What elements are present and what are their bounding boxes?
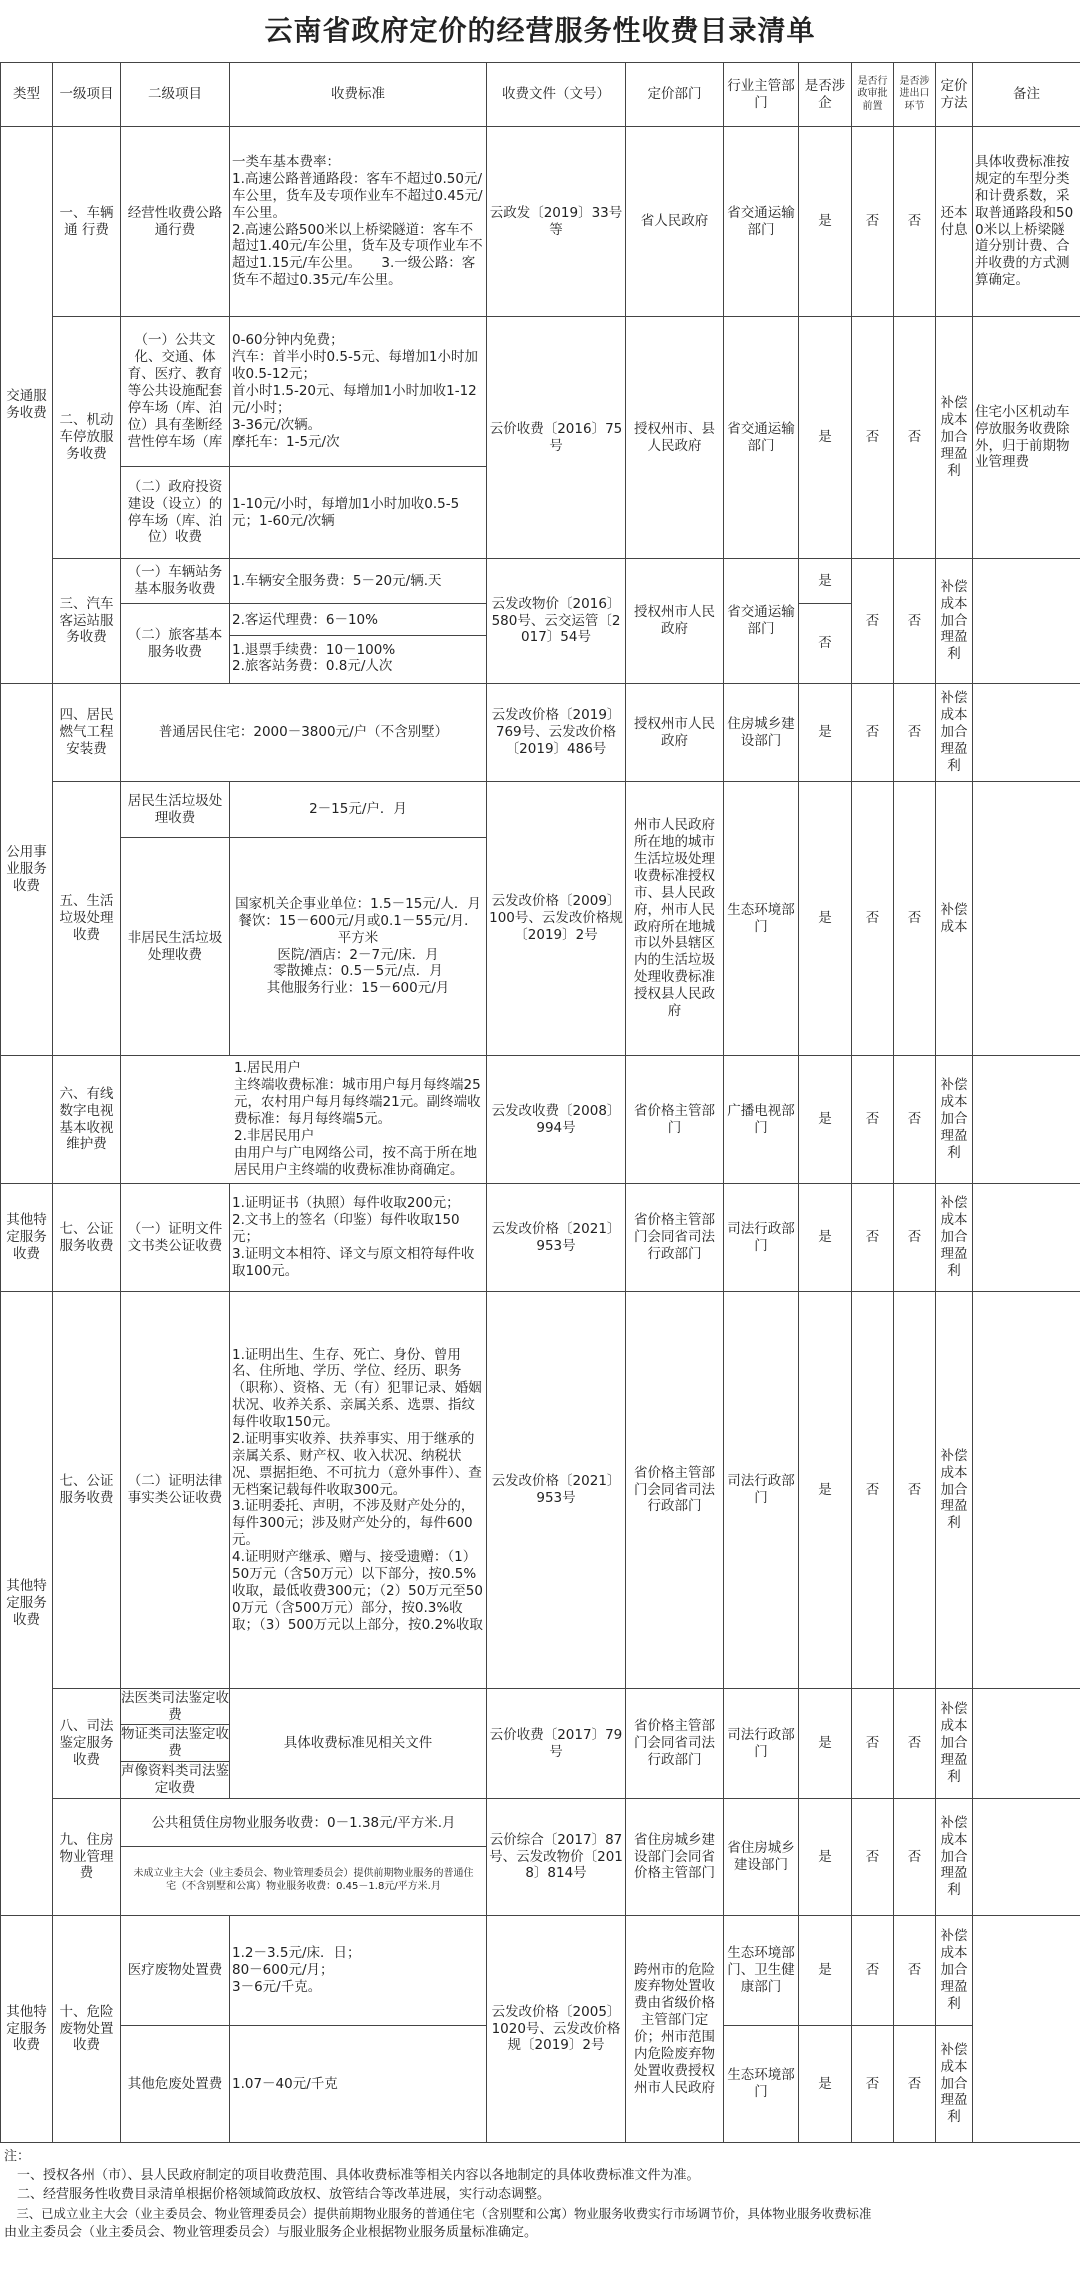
- header-standard: 收费标准: [230, 63, 487, 127]
- remark-cell: [973, 1184, 1080, 1292]
- approval-cell: 否: [852, 1689, 894, 1799]
- industry-cell: 生态环境部门: [724, 2026, 799, 2143]
- enterprise-cell: 是: [799, 1184, 852, 1292]
- l2-cell: 医疗废物处置费: [121, 1916, 230, 2026]
- approval-cell: 否: [852, 1184, 894, 1292]
- standard-cell: 1.2－3.5元/床．日； 80－600元/月； 3－6元/千克。: [230, 1916, 487, 2026]
- enterprise-cell: 否: [799, 604, 852, 684]
- table-row: [1, 1056, 1080, 1184]
- remark-cell: [973, 1292, 1080, 1689]
- standard-cell: 1.车辆安全服务费：5－20元/辆.天: [230, 559, 487, 604]
- header-method: 定价方法: [936, 63, 973, 127]
- enterprise-cell: 是: [799, 317, 852, 559]
- doc-cell: 云发改价格〔2021〕953号: [487, 1184, 626, 1292]
- method-cell: 补偿成本加合理盈利: [936, 317, 973, 559]
- dept-cell: 授权州市人民政府: [626, 559, 724, 684]
- doc-cell: 云发改物价〔2016〕580号、云交运管〔2017〕54号: [487, 559, 626, 684]
- standard-cell: 2.客运代理费：6－10% 1.退票手续费：10－100% 2.旅客站务费：0.8元/人次: [230, 604, 487, 684]
- enterprise-cell: 是: [799, 127, 852, 317]
- enterprise-cell: 是: [799, 684, 852, 782]
- note-3: 三、已成立业主大会（业主委员会、物业管理委员会）提供前期物业服务的普通住宅（含别墅和公寓）物业服务收费实行市场调节价，具体物业服务收费标准: [4, 2206, 872, 2221]
- enterprise-cell: 是: [799, 559, 852, 604]
- import-cell: 否: [894, 1184, 936, 1292]
- l2-cell: （一）车辆站务基本服务收费: [121, 559, 230, 604]
- table-row: [1, 684, 1080, 782]
- import-cell: 否: [894, 559, 936, 684]
- l2-cell: 法医类司法鉴定收费 物证类司法鉴定收费 声像资料类司法鉴定收费: [121, 1689, 230, 1799]
- doc-cell: 云发改收费〔2008〕994号: [487, 1056, 626, 1184]
- table-row: [1, 1799, 1080, 1916]
- l2-cell: （一）证明文件文书类公证收费: [121, 1184, 230, 1292]
- header-enterprise: 是否涉企: [799, 63, 852, 127]
- method-cell: 补偿成本加合理盈利: [936, 1799, 973, 1916]
- standard-cell: 公共租赁住房物业服务收费：0－1.38元/平方米.月 未成立业主大会（业主委员会、物业管理委员会）提供前期物业服务的普通住宅（不含别墅和公寓）物业服务收费：0.45－1.8元/平方米.月: [121, 1799, 487, 1916]
- industry-cell: 广播电视部门: [724, 1056, 799, 1184]
- industry-cell: 司法行政部门: [724, 1184, 799, 1292]
- industry-cell: 省交通运输部门: [724, 559, 799, 684]
- import-cell: 否: [894, 1689, 936, 1799]
- approval-cell: 否: [852, 559, 894, 684]
- dept-cell: 省人民政府: [626, 127, 724, 317]
- doc-cell: 云发改价格〔2021〕953号: [487, 1292, 626, 1689]
- category-blank: [1, 1056, 53, 1184]
- l1-cell: 十、危险废物处置收费: [53, 1916, 121, 2143]
- standard-cell: 2－15元/户．月: [230, 782, 487, 838]
- l2-cell: （二）证明法律事实类公证收费: [121, 1292, 230, 1689]
- l1-cell: 五、生活垃圾处理收费: [53, 782, 121, 1056]
- note-2: 二、经营服务性收费目录清单根据价格领域简政放权、放管结合等改革进展，实行动态调整。: [4, 2187, 551, 2202]
- standard-cell: 1.居民用户 主终端收费标准：城市用户每月每终端25元，农村用户每月每终端21元。副终端收费标准：每月每终端5元。 2.非居民用户 由用户与广电网络公司，按不高于所在地居民用户主终端的收费标准协商确定。: [121, 1056, 487, 1184]
- method-cell: 补偿成本: [936, 782, 973, 1056]
- enterprise-cell: 是: [799, 1799, 852, 1916]
- dept-cell: 省价格主管部门会同省司法行政部门: [626, 1184, 724, 1292]
- enterprise-cell: 是: [799, 1292, 852, 1689]
- remark-cell: [973, 1689, 1080, 1799]
- standard-cell: 1-10元/小时，每增加1小时加收0.5-5元；1-60元/次辆: [230, 467, 487, 559]
- l2-cell: （二）政府投资建设（设立）的停车场（库、泊位）收费: [121, 467, 230, 559]
- header-dept: 定价部门: [626, 63, 724, 127]
- import-cell: 否: [894, 2026, 936, 2143]
- standard-cell: 国家机关企事业单位：1.5－15元/人．月 餐饮：15－600元/月或0.1－55元/月．平方米 医院/酒店：2－7元/床．月 零散摊点：0.5－5元/点．月 其他服务行业：15－600元/月: [230, 838, 487, 1056]
- page-title: 云南省政府定价的经营服务性收费目录清单: [264, 14, 816, 47]
- doc-cell: 云价收费〔2017〕79号: [487, 1689, 626, 1799]
- l1-cell: 八、司法鉴定服务收费: [53, 1689, 121, 1799]
- approval-cell: 否: [852, 782, 894, 1056]
- header-type: 类型: [1, 63, 53, 127]
- doc-cell: 云价综合〔2017〕87号、云发改物价〔2018〕814号: [487, 1799, 626, 1916]
- header-row: [1, 63, 1080, 127]
- notes: [0, 2143, 1080, 2242]
- industry-cell: 生态环境部门: [724, 782, 799, 1056]
- method-cell: 补偿成本加合理盈利: [936, 1056, 973, 1184]
- doc-cell: 云政发〔2019〕33号等: [487, 127, 626, 317]
- enterprise-cell: 是: [799, 1056, 852, 1184]
- l1-cell: 七、公证服务收费: [53, 1292, 121, 1689]
- l1-cell: 三、汽车客运站服务收费: [53, 559, 121, 684]
- standard-cell: 1.07－40元/千克: [230, 2026, 487, 2143]
- l2-cell: 其他危废处置费: [121, 2026, 230, 2143]
- industry-cell: 住房城乡建设部门: [724, 684, 799, 782]
- note-1: 一、授权各州（市）、县人民政府制定的项目收费范围、具体收费标准等相关内容以各地制定的具体收费标准文件为准。: [4, 2168, 700, 2183]
- remark-cell: [973, 1916, 1080, 2143]
- dept-cell: 省价格主管部门会同省司法行政部门: [626, 1689, 724, 1799]
- l2-cell: （一）公共文化、交通、体育、医疗、教育等公共设施配套停车场（库、泊位）具有垄断经营性停车场（库: [121, 317, 230, 467]
- approval-cell: 否: [852, 684, 894, 782]
- method-cell: 补偿成本加合理盈利: [936, 2026, 973, 2143]
- remark-cell: [973, 684, 1080, 782]
- table-row: [1, 127, 1080, 317]
- standard-cell: 1.证明证书（执照）每件收取200元； 2.文书上的签名（印鉴）每件收取150元； 3.证明文本相符、译文与原文相符每件收取100元。: [230, 1184, 487, 1292]
- approval-cell: 否: [852, 1056, 894, 1184]
- method-cell: 补偿成本加合理盈利: [936, 1184, 973, 1292]
- header-l1: 一级项目: [53, 63, 121, 127]
- standard-cell: 0-60分钟内免费； 汽车：首半小时0.5-5元、每增加1小时加收0.5-12元； 首小时1.5-20元、每增加1小时加收1-12元/小时； 3-36元/次辆。 摩托车：1-5元/次: [230, 317, 487, 467]
- method-cell: 补偿成本加合理盈利: [936, 1916, 973, 2026]
- table-row: [1, 559, 1080, 604]
- industry-cell: 司法行政部门: [724, 1292, 799, 1689]
- industry-cell: 司法行政部门: [724, 1689, 799, 1799]
- dept-cell: 跨州市的危险废弃物处置收费由省级价格主管部门定价；州市范围内危险废弃物处置收费授权州市人民政府: [626, 1916, 724, 2143]
- dept-cell: 授权州市人民政府: [626, 684, 724, 782]
- import-cell: 否: [894, 1056, 936, 1184]
- import-cell: 否: [894, 684, 936, 782]
- fee-table: [0, 62, 1080, 2143]
- table-row: [1, 1916, 1080, 2026]
- enterprise-cell: 是: [799, 782, 852, 1056]
- remark-cell: [973, 782, 1080, 1056]
- l2-cell: 居民生活垃圾处理收费: [121, 782, 230, 838]
- notes-head: 注：: [4, 2149, 31, 2164]
- remark-cell: 具体收费标准按规定的车型分类和计费系数，采取普通路段和500米以上桥梁隧道分别计费、合并收费的方式测算确定。: [973, 127, 1080, 317]
- import-cell: 否: [894, 1916, 936, 2026]
- dept-cell: 省住房城乡建设部门会同省价格主管部门: [626, 1799, 724, 1916]
- approval-cell: 否: [852, 317, 894, 559]
- header-remark: 备注: [973, 63, 1080, 127]
- enterprise-cell: 是: [799, 1689, 852, 1799]
- import-cell: 否: [894, 127, 936, 317]
- enterprise-cell: 是: [799, 1916, 852, 2026]
- standard-cell: 1.证明出生、生存、死亡、身份、曾用名、住所地、学历、学位、经历、职务（职称）、资格、无（有）犯罪记录、婚姻状况、收养关系、亲属关系、选票、指纹每件收取150元。 2.证明事实收养、扶养事实、用于继承的亲属关系、财产权、收入状况、纳税状况、票据拒绝、不可抗力（意外事件）、查无档案记载每件收取300元。 3.证明委托、声明，不涉及财产处分的，每件300元；涉及财产处分的，每件600元。 4.证明财产继承、赠与、接受遗赠：（1）50万元（含50万元）以下部分，按0.5%收取，最低收费300元；（2）50万元至500万元（含500万元）部分，按0.3%收取；（3）500万元以上部分，按0.2%收取: [230, 1292, 487, 1689]
- l2-cell: 经营性收费公路通行费: [121, 127, 230, 317]
- header-l2: 二级项目: [121, 63, 230, 127]
- l1-cell: 九、住房物业管理费: [53, 1799, 121, 1916]
- dept-cell: 省价格主管部门: [626, 1056, 724, 1184]
- doc-cell: 云发改价格〔2019〕769号、云发改价格〔2019〕486号: [487, 684, 626, 782]
- l2-cell: （二）旅客基本服务收费: [121, 604, 230, 684]
- header-doc: 收费文件（文号）: [487, 63, 626, 127]
- approval-cell: 否: [852, 1292, 894, 1689]
- dept-cell: 州市人民政府所在地的城市生活垃圾处理收费标准授权市、县人民政府，州市人民政府所在地城市以外县辖区内的生活垃圾处理收费标准授权县人民政府: [626, 782, 724, 1056]
- approval-cell: 否: [852, 1916, 894, 2026]
- category-other-2: 其他特定服务收费: [1, 1292, 53, 1916]
- industry-cell: 省交通运输部门: [724, 127, 799, 317]
- header-industry: 行业主管部门: [724, 63, 799, 127]
- header-approval: 是否行政审批前置: [852, 63, 894, 127]
- l1-cell: 七、公证服务收费: [53, 1184, 121, 1292]
- method-cell: 还本付息: [936, 127, 973, 317]
- standard-cell: 一类车基本费率： 1.高速公路普通路段：客车不超过0.50元/车公里，货车及专项作业车不超过0.45元/车公里。 2.高速公路500米以上桥梁隧道：客车不超过1.40元/车公里，货车及专项作业车不超过1.15元/车公里。 3.一级公路：客货车不超过0.35元/车公里。: [230, 127, 487, 317]
- import-cell: 否: [894, 782, 936, 1056]
- table-row: [1, 1184, 1080, 1292]
- note-4: 由业主委员会（业主委员会、物业管理委员会）与服业服务企业根据物业服务质量标准确定。: [4, 2225, 538, 2240]
- table-row: [1, 1292, 1080, 1689]
- standard-cell: 普通居民住宅：2000－3800元/户（不含别墅）: [121, 684, 487, 782]
- remark-cell: [973, 1056, 1080, 1184]
- doc-cell: 云价收费〔2016〕75号: [487, 317, 626, 559]
- remark-cell: 住宅小区机动车停放服务收费除外，归于前期物业管理费: [973, 317, 1080, 559]
- header-import: 是否涉进出口环节: [894, 63, 936, 127]
- category-public: 公用事业服务收费: [1, 684, 53, 1056]
- method-cell: 补偿成本加合理盈利: [936, 1292, 973, 1689]
- category-other-3: 其他特定服务收费: [1, 1916, 53, 2143]
- category-traffic: 交通服务收费: [1, 127, 53, 684]
- method-cell: 补偿成本加合理盈利: [936, 1689, 973, 1799]
- l1-cell: 二、机动车停放服务收费: [53, 317, 121, 559]
- import-cell: 否: [894, 1799, 936, 1916]
- table-row: [1, 782, 1080, 838]
- import-cell: 否: [894, 1292, 936, 1689]
- approval-cell: 否: [852, 127, 894, 317]
- industry-cell: 省交通运输部门: [724, 317, 799, 559]
- l1-cell: 四、居民燃气工程安装费: [53, 684, 121, 782]
- enterprise-cell: 是: [799, 2026, 852, 2143]
- industry-cell: 省住房城乡建设部门: [724, 1799, 799, 1916]
- dept-cell: 省价格主管部门会同省司法行政部门: [626, 1292, 724, 1689]
- industry-cell: 生态环境部门、卫生健康部门: [724, 1916, 799, 2026]
- method-cell: 补偿成本加合理盈利: [936, 684, 973, 782]
- l1-cell: 一、车辆通 行费: [53, 127, 121, 317]
- l2-cell: 非居民生活垃圾处理收费: [121, 838, 230, 1056]
- approval-cell: 否: [852, 1799, 894, 1916]
- remark-cell: [973, 1799, 1080, 1916]
- method-cell: 补偿成本加合理盈利: [936, 559, 973, 684]
- dept-cell: 授权州市、县人民政府: [626, 317, 724, 559]
- l1-cell: 六、有线数字电视基本收视维护费: [53, 1056, 121, 1184]
- import-cell: 否: [894, 317, 936, 559]
- table-row: [1, 317, 1080, 467]
- remark-cell: [973, 559, 1080, 684]
- category-other-1: 其他特定服务收费: [1, 1184, 53, 1292]
- standard-cell: 具体收费标准见相关文件: [230, 1689, 487, 1799]
- doc-cell: 云发改价格〔2005〕1020号、云发改价格规〔2019〕2号: [487, 1916, 626, 2143]
- table-row: [1, 1689, 1080, 1799]
- approval-cell: 否: [852, 2026, 894, 2143]
- doc-cell: 云发改价格〔2009〕100号、云发改价格规〔2019〕2号: [487, 782, 626, 1056]
